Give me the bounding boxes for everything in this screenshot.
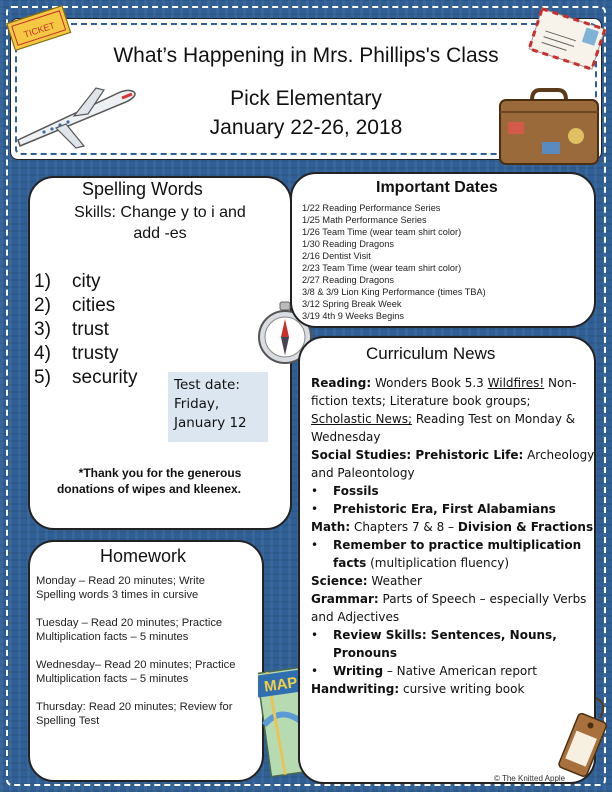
map-label: MAP (263, 674, 299, 696)
airplane-icon (14, 84, 140, 154)
date-item: 1/25 Math Performance Series (302, 215, 427, 225)
luggage-tag-icon (556, 694, 610, 784)
school-name: Pick Elementary (230, 87, 382, 110)
curriculum-title: Curriculum News (366, 344, 496, 363)
suitcase-icon (496, 86, 602, 166)
envelope-icon (526, 6, 608, 72)
date-item: 1/30 Reading Dragons (302, 239, 394, 249)
homework-item: Wednesday– Read 20 minutes; Practice Multiplication facts – 5 minutes (36, 659, 236, 685)
date-item: 2/23 Team Time (wear team shirt color) (302, 263, 462, 273)
homework-list (36, 574, 260, 742)
spelling-skills-line2: add -es (133, 225, 187, 242)
spelling-word: 2) cities (34, 295, 116, 316)
test-date-day: Friday, (174, 396, 220, 412)
date-item: 2/16 Dentist Visit (302, 251, 371, 261)
spelling-skills-line1: Skills: Change y to i and (74, 204, 246, 221)
spelling-word: 1) city (34, 271, 101, 292)
date-item: 3/8 & 3/9 Lion King Performance (times TBA) (302, 287, 486, 297)
important-dates-title: Important Dates (376, 179, 498, 196)
date-item: 1/26 Team Time (wear team shirt color) (302, 227, 462, 237)
thanks-line2: donations of wipes and kleenex. (56, 482, 242, 496)
week-dates: January 22-26, 2018 (209, 116, 403, 139)
test-date-box (168, 372, 268, 442)
test-date-label: Test date: (174, 377, 240, 393)
important-dates-list (302, 202, 486, 322)
ticket-label: TICKET (22, 20, 57, 40)
curriculum-content: Reading: Wonders Book 5.3 Wildfires! Non- fiction texts; Literature book groups; Scholastic News; Reading Test on Monday & Wednesday Social Studies: Prehistoric Life: Archeology and Paleontology • Fossils • Prehistoric Era, First Alabamians Math: Chapters 7 & 8 – Division & Fractions • Remember to practice multiplication facts (multiplication fluency) Science: Weather Grammar: Parts of Speech – especially Verbs and Adjectives • Review Skills: Sentences, Nouns, Pronouns • Writing – Native American report Handwriting: cursive writing book (311, 376, 595, 696)
spelling-word: 4) trusty (34, 343, 119, 364)
homework-item: Monday – Read 20 minutes; Write Spelling words 3 times in cursive (36, 575, 205, 601)
spelling-word-list (34, 270, 137, 390)
homework-item: Thursday: Read 20 minutes; Review for Spelling Test (36, 701, 233, 727)
spelling-word: 5) security (34, 367, 138, 388)
date-item: 2/27 Reading Dragons (302, 275, 394, 285)
date-item: 3/19 4th 9 Weeks Begins (302, 311, 404, 321)
spelling-word: 3) trust (34, 319, 109, 340)
thanks-line1: *Thank you for the generous (78, 466, 242, 480)
spelling-title: Spelling Words (82, 179, 203, 199)
copyright-text: © The Knitted Apple (494, 774, 566, 783)
ticket-icon (4, 4, 74, 54)
homework-item: Tuesday – Read 20 minutes; Practice Multiplication facts – 5 minutes (36, 617, 223, 643)
homework-title: Homework (100, 546, 187, 566)
date-item: 3/12 Spring Break Week (302, 299, 402, 309)
test-date-date: January 12 (174, 415, 247, 431)
date-item: 1/22 Reading Performance Series (302, 203, 441, 213)
page-title: What’s Happening in Mrs. Phillips's Class (113, 44, 499, 67)
